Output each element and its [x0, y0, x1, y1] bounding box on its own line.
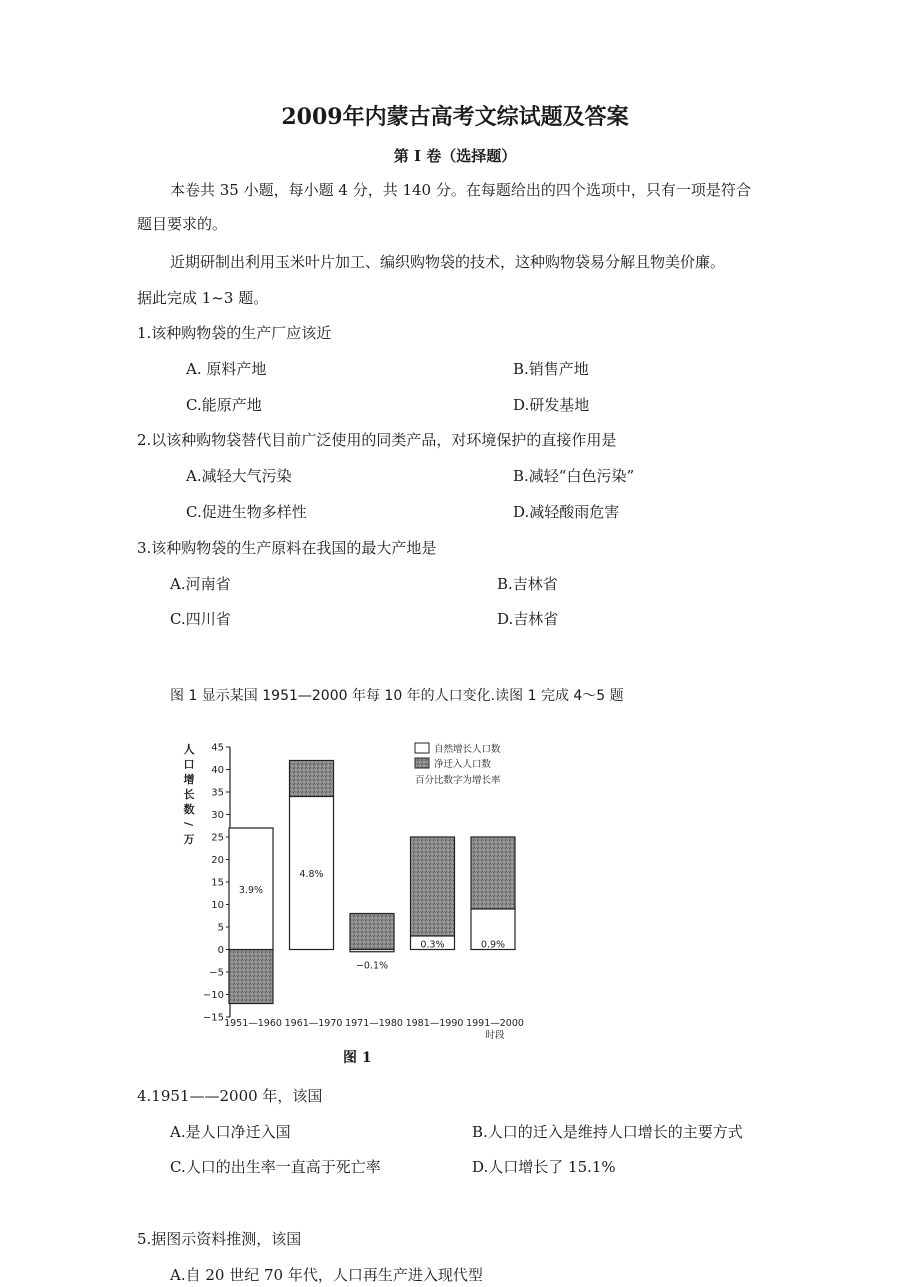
chart-legend: [415, 743, 501, 786]
legend-note: 百分比数字为增长率: [415, 775, 501, 786]
y-axis-label-char: 数: [183, 803, 195, 816]
y-tick-label: 20: [211, 855, 224, 866]
legend-label-natural: 自然增长人口数: [434, 744, 501, 755]
y-axis-label-char: 人: [183, 743, 195, 756]
question-2-stem: 2.以该种购物袋替代目前广泛使用的同类产品，对环境保护的直接作用是: [137, 431, 617, 449]
question-4-stem: 4.1951——2000 年，该国: [137, 1087, 323, 1105]
legend-swatch-migration: [415, 758, 429, 768]
bar-percent-label: 3.9%: [238, 884, 264, 896]
legend-swatch-natural: [415, 743, 429, 753]
material-line2: 据此完成 1~3 题。: [137, 289, 269, 307]
legend-label-migration: 净迁入人口数: [434, 759, 492, 770]
q1-option-c[interactable]: C.能原产地: [186, 396, 262, 414]
x-tick-label: 1971—1980: [345, 1018, 403, 1029]
question-3-stem: 3.该种购物袋的生产原料在我国的最大产地是: [137, 539, 437, 557]
y-tick-label: 5: [217, 922, 224, 934]
q2-option-a[interactable]: A.减轻大气污染: [186, 467, 292, 485]
y-tick-label: −15: [202, 1012, 224, 1024]
bar-migration: [411, 837, 455, 936]
q3-option-a[interactable]: A.河南省: [170, 575, 231, 593]
q3-option-d[interactable]: D.吉林省: [497, 610, 559, 628]
y-axis-label-char: 长: [183, 788, 195, 801]
bar-percent-label: −0.1%: [355, 960, 389, 972]
bar-percent-label: 4.8%: [299, 869, 324, 880]
bar-natural: [350, 950, 394, 952]
y-tick-label: 10: [211, 900, 224, 911]
bar-percent-label: 0.9%: [480, 939, 506, 951]
y-tick-label: −10: [202, 990, 224, 1001]
bar-migration: [471, 837, 515, 909]
x-tick-label: 1981—1990: [405, 1018, 464, 1029]
y-axis-label-char: 口: [183, 758, 195, 771]
bar-percent-label: 0.3%: [420, 939, 445, 951]
y-axis: [203, 743, 230, 1024]
q1-option-b[interactable]: B.销售产地: [513, 360, 589, 378]
y-tick-label: 35: [211, 787, 224, 799]
y-tick-label: 30: [211, 810, 224, 821]
question-1-stem: 1.该种购物袋的生产厂应该近: [137, 324, 332, 342]
q1-option-a[interactable]: A. 原料产地: [186, 360, 267, 378]
question-5-stem: 5.据图示资料推测，该国: [137, 1230, 302, 1248]
y-tick-label: −5: [209, 967, 224, 979]
q2-option-d[interactable]: D.减轻酸雨危害: [513, 503, 620, 521]
section-heading: 第 I 卷（选择题）: [393, 147, 517, 165]
x-tick-label: 1951—1960: [224, 1018, 282, 1029]
bar-migration: [229, 950, 273, 1004]
x-tick-label: 1991—2000: [466, 1018, 524, 1029]
y-tick-label: 40: [211, 765, 224, 776]
x-axis-labels: [224, 1018, 524, 1041]
intro-line2: 题目要求的。: [137, 215, 228, 233]
q1-option-d[interactable]: D.研发基地: [513, 396, 590, 414]
q3-option-b[interactable]: B.吉林省: [497, 575, 558, 593]
q4-option-a[interactable]: A.是人口净迁入国: [170, 1123, 291, 1141]
y-tick-label: 0: [217, 945, 224, 956]
bar-migration: [350, 914, 394, 950]
y-tick-label: 15: [211, 877, 224, 889]
y-axis-label-char: 增: [183, 773, 195, 786]
q2-option-b[interactable]: B.减轻“白色污染”: [513, 467, 635, 485]
population-chart: [170, 735, 550, 1045]
q5-option-a[interactable]: A.自 20 世纪 70 年代，人口再生产进入现代型: [170, 1266, 483, 1284]
q4-option-c[interactable]: C.人口的出生率一直高于死亡率: [170, 1158, 381, 1176]
figure-caption: 图 1: [343, 1050, 372, 1066]
q4-option-b[interactable]: B.人口的迁入是维持人口增长的主要方式: [472, 1123, 743, 1141]
y-axis-label-char: 万: [183, 833, 195, 846]
q4-option-d[interactable]: D.人口增长了 15.1%: [472, 1158, 616, 1176]
page-title: 2009年内蒙古高考文综试题及答案: [281, 104, 629, 130]
y-axis-label: [182, 743, 195, 846]
bars: [229, 761, 515, 1004]
figure-intro: 图 1 显示某国 1951—2000 年每 10 年的人口变化.读图 1 完成 4～5 题: [170, 688, 624, 704]
y-axis-label-char: /: [182, 821, 195, 827]
y-tick-label: 45: [211, 742, 224, 754]
x-axis-label: 时段: [485, 1030, 505, 1041]
q3-option-c[interactable]: C.四川省: [170, 610, 231, 628]
y-tick-label: 25: [211, 832, 224, 844]
x-tick-label: 1961—1970: [284, 1018, 343, 1029]
q2-option-c[interactable]: C.促进生物多样性: [186, 503, 307, 521]
bar-migration: [290, 761, 334, 797]
intro-line1: 本卷共 35 小题，每小题 4 分，共 140 分。在每题给出的四个选项中，只有一项是符合: [170, 181, 751, 199]
material-line1: 近期研制出利用玉米叶片加工、编织购物袋的技术，这种购物袋易分解且物美价廉。: [170, 253, 726, 271]
